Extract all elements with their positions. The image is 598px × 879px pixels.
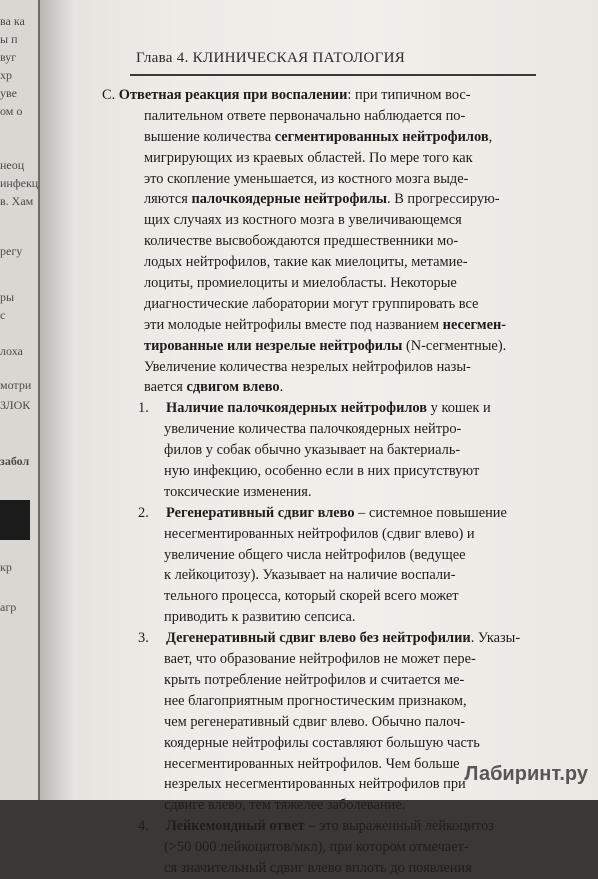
bold-term: Лейкемоидный ответ: [166, 818, 305, 835]
text-run: .: [279, 379, 284, 396]
text-line: [102, 377, 506, 398]
text-line: [102, 774, 506, 795]
text-line: [102, 461, 506, 482]
text-run: вается: [144, 379, 187, 396]
text-line: [102, 189, 506, 210]
bold-term: палочкоядерные нейтрофилы: [191, 191, 388, 208]
text-line: [102, 336, 506, 357]
text-run: у кошек и: [427, 400, 491, 417]
text-run: увеличение количества палочкоядерных нейтро-: [164, 421, 462, 438]
text-run: диагностические лаборатории могут группировать все: [144, 295, 479, 312]
body-text: [102, 85, 521, 879]
book-page: [38, 0, 598, 876]
text-line: [102, 148, 506, 169]
text-run: щих случаях из костного мозга в увеличивающемся: [144, 212, 462, 229]
text-line: [102, 524, 506, 545]
text-line: [102, 398, 506, 419]
bold-term: Ответная реакция при воспалении: [118, 87, 348, 103]
text-line: [102, 795, 506, 816]
text-run: – системное повышение: [354, 504, 507, 521]
facing-page-fragment: кр: [0, 560, 12, 574]
facing-page-fragment: с: [0, 308, 6, 322]
text-line: [102, 754, 506, 775]
text-run: крыть потребление нейтрофилов и считается ме-: [164, 671, 465, 688]
text-run: (N-сегментные).: [402, 337, 507, 354]
item-number: 1.: [138, 400, 149, 417]
facing-page-fragment: лоха: [0, 344, 23, 358]
facing-page-fragment: регу: [0, 244, 23, 258]
item-number: 3.: [138, 630, 149, 647]
text-run: вает, что образование нейтрофилов не может пере-: [164, 651, 476, 668]
text-run: ,: [488, 128, 493, 145]
header-rule: [130, 74, 536, 76]
text-run: сдвиге влево, тем тяжелее заболевание.: [164, 797, 406, 814]
item-number: 4.: [138, 818, 149, 835]
text-run: коядерные нейтрофилы составляют большую часть: [164, 734, 480, 751]
text-run: (>50 000 лейкоцитов/мкл), при котором отмечает-: [164, 839, 469, 856]
text-run: : при типичном вос-: [347, 87, 471, 103]
text-run: – это выраженный лейкоцитоз: [304, 818, 494, 835]
text-run: количестве высвобождаются предшественники мо-: [144, 233, 459, 250]
text-run: С.: [102, 87, 119, 103]
facing-page-fragment: мотри: [0, 378, 32, 392]
bold-term: сегментированных нейтрофилов: [274, 128, 489, 145]
text-line: [102, 273, 506, 294]
facing-page-fragment: ЗЛОК: [0, 398, 31, 412]
text-line: [102, 607, 506, 628]
text-run: ся значительный сдвиг влево вплоть до появления: [164, 859, 472, 876]
item-number: 2.: [138, 504, 149, 521]
facing-page-fragment: ом о: [0, 104, 23, 118]
text-line: [102, 482, 506, 503]
text-line: [102, 858, 506, 879]
chapter-header: Глава 4. КЛИНИЧЕСКАЯ ПАТОЛОГИЯ: [136, 50, 406, 66]
text-line: [102, 440, 506, 461]
bold-term: Наличие палочкоядерных нейтрофилов: [166, 400, 428, 417]
text-line: [102, 691, 506, 712]
text-run: тельного процесса, который скорей всего может: [164, 588, 459, 605]
text-run: это скопление уменьшается, из костного мозга выде-: [144, 170, 469, 187]
text-run: . В прогрессирую-: [387, 191, 500, 208]
text-line: [102, 210, 506, 231]
text-run: . Указы-: [470, 630, 521, 647]
text-line: [102, 565, 506, 586]
text-run: токсические изменения.: [164, 483, 312, 500]
text-line: [102, 545, 506, 566]
text-line: [102, 670, 506, 691]
facing-page-fragment: ы п: [0, 32, 18, 46]
text-run: нее благоприятным прогностическим признаком,: [164, 692, 467, 709]
facing-page-dark-band: [0, 500, 30, 540]
text-run: несегментированных нейтрофилов (сдвиг влево) и: [164, 525, 475, 542]
text-run: незрелых несегментированных нейтрофилов при: [164, 776, 466, 793]
text-run: чем регенеративный сдвиг влево. Обычно палоч-: [164, 713, 466, 730]
text-line: [102, 106, 506, 127]
facing-page-fragment: забол: [0, 454, 30, 468]
text-line: [102, 733, 506, 754]
text-line: [102, 837, 506, 858]
text-run: Увеличение количества незрелых нейтрофилов назы-: [144, 358, 471, 375]
facing-page-fragment: инфекц: [0, 176, 39, 190]
facing-page-fragment: в. Хам: [0, 194, 34, 208]
text-run: ляются: [144, 191, 192, 208]
text-run: лодых нейтрофилов, такие как миелоциты, метамие-: [144, 254, 468, 271]
text-run: ную инфекцию, особенно если в них присутствуют: [164, 463, 480, 480]
text-line: [102, 649, 506, 670]
bold-term: сдвигом влево: [186, 379, 280, 396]
text-run: приводить к развитию сепсиса.: [164, 609, 356, 626]
bold-term: Регенеративный сдвиг влево: [166, 504, 355, 521]
text-run: к лейкоцитозу). Указывает на наличие воспали-: [164, 567, 456, 584]
text-run: вышение количества: [144, 128, 275, 145]
text-line: [102, 419, 506, 440]
text-run: увеличение общего числа нейтрофилов (ведущее: [164, 546, 466, 563]
watermark-logo: Лабиринт.ру: [464, 763, 588, 785]
text-line: [102, 816, 506, 837]
text-line: [102, 712, 506, 733]
text-run: филов у собак обычно указывает на бактериаль-: [164, 442, 461, 459]
text-line: [102, 357, 506, 378]
text-line: [102, 231, 506, 252]
facing-page-fragment: хр: [0, 68, 12, 82]
facing-page-fragment: уве: [0, 86, 17, 100]
text-run: палительном ответе первоначально наблюдается по-: [144, 107, 466, 124]
text-line: [102, 169, 506, 190]
text-run: несегментированных нейтрофилов. Чем больше: [164, 755, 460, 772]
facing-page-fragment: агр: [0, 600, 17, 614]
facing-page-fragment: вуг: [0, 50, 17, 64]
text-line: [102, 315, 506, 336]
text-line: [102, 503, 506, 524]
bold-term: несегмен-: [442, 316, 507, 333]
text-line: [102, 294, 506, 315]
text-run: эти молодые нейтрофилы вместе под названием: [144, 316, 443, 333]
text-run: мигрирующих из краевых областей. По мере того как: [144, 149, 473, 166]
bold-term: Дегенеративный сдвиг влево без нейтрофилии: [166, 630, 471, 647]
facing-page-fragment: неоц: [0, 158, 25, 172]
facing-page-fragment: ры: [0, 290, 15, 304]
text-line: [102, 586, 506, 607]
bold-term: тированные или незрелые нейтрофилы: [144, 337, 403, 354]
text-line: [102, 127, 506, 148]
text-line: [102, 85, 506, 106]
text-run: лоциты, промиелоциты и миелобласты. Некоторые: [144, 275, 457, 292]
facing-page-fragment: ва ка: [0, 14, 25, 28]
text-line: [102, 628, 521, 649]
text-line: [102, 252, 506, 273]
